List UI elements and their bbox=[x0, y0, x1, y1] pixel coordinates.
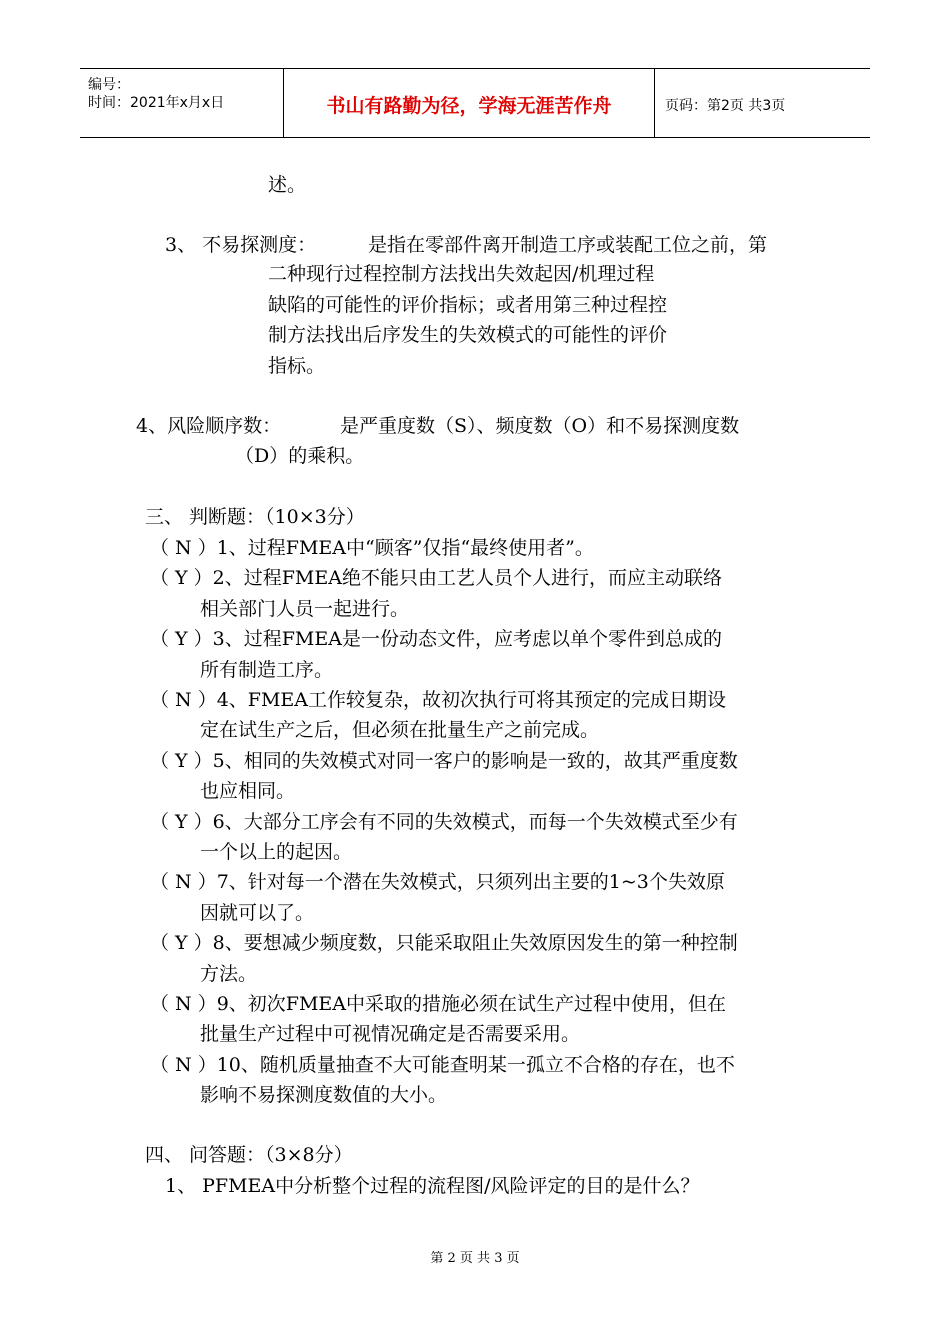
list-item: （ Y ）2、过程FMEA绝不能只由工艺人员个人进行，而应主动联络 bbox=[150, 567, 722, 589]
section-heading: 四、 问答题：（3×8分） bbox=[145, 1144, 353, 1166]
section-heading: 三、 判断题：（10×3分） bbox=[145, 506, 365, 528]
text-line: 是指在零部件离开制造工序或装配工位之前，第 bbox=[368, 234, 768, 256]
list-item: （ N ）10、随机质量抽查不大可能查明某一孤立不合格的存在，也不 bbox=[150, 1054, 735, 1076]
item-label: 3、 不易探测度： bbox=[165, 234, 317, 256]
list-item-continued: 因就可以了。 bbox=[200, 902, 315, 924]
motto: 书山有路勤为径，学海无涯苦作舟 bbox=[326, 95, 612, 117]
header-motto-cell bbox=[284, 69, 655, 137]
text-line: 二种现行过程控制方法找出失效起因/机理过程 bbox=[268, 263, 655, 285]
list-item: （ Y ）8、要想减少频度数，只能采取阻止失效原因发生的第一种控制 bbox=[150, 932, 738, 954]
list-item-continued: 相关部门人员一起进行。 bbox=[200, 598, 410, 620]
list-item-continued: 也应相同。 bbox=[200, 780, 296, 802]
list-item-continued: 影响不易探测度数值的大小。 bbox=[200, 1084, 448, 1106]
text-line: 述。 bbox=[268, 174, 307, 196]
list-item-continued: 定在试生产之后，但必须在批量生产之前完成。 bbox=[200, 719, 600, 741]
list-item: （ N ）7、针对每一个潜在失效模式，只须列出主要的1~3个失效原 bbox=[150, 871, 725, 893]
text-line: 是严重度数（S）、频度数（O）和不易探测度数 bbox=[340, 415, 740, 437]
list-item-continued: 方法。 bbox=[200, 963, 258, 985]
list-item-continued: 批量生产过程中可视情况确定是否需要采用。 bbox=[200, 1023, 581, 1045]
date-label: 时间：2021年x月x日 bbox=[88, 95, 225, 111]
text-line: 制方法找出后序发生的失效模式的可能性的评价 bbox=[268, 324, 668, 346]
text-line: 指标。 bbox=[268, 355, 326, 377]
list-item: （ Y ）5、相同的失效模式对同一客户的影响是一致的，故其严重度数 bbox=[150, 750, 738, 772]
list-item-continued: 一个以上的起因。 bbox=[200, 841, 353, 863]
question-item: 1、 PFMEA中分析整个过程的流程图/风险评定的目的是什么？ bbox=[165, 1175, 700, 1197]
list-item: （ N ）9、初次FMEA中采取的措施必须在试生产过程中使用，但在 bbox=[150, 993, 727, 1015]
header-table bbox=[80, 68, 870, 138]
serial-label: 编号： bbox=[88, 77, 130, 93]
header-left-cell bbox=[80, 69, 284, 137]
page-info: 页码：第2页 共3页 bbox=[665, 98, 786, 114]
list-item: （ Y ）3、过程FMEA是一份动态文件，应考虑以单个零件到总成的 bbox=[150, 628, 722, 650]
page-footer: 第 2 页 共 3 页 bbox=[430, 1251, 520, 1266]
header-right-cell bbox=[655, 69, 870, 137]
list-item: （ Y ）6、大部分工序会有不同的失效模式，而每一个失效模式至少有 bbox=[150, 811, 738, 833]
item-label: 4、风险顺序数： bbox=[136, 415, 282, 437]
list-item-continued: 所有制造工序。 bbox=[200, 659, 334, 681]
list-item: （ N ）1、过程FMEA中“顾客”仅指“最终使用者”。 bbox=[150, 537, 594, 559]
list-item: （ N ）4、FMEA工作较复杂，故初次执行可将其预定的完成日期设 bbox=[150, 689, 727, 711]
text-line: 缺陷的可能性的评价指标；或者用第三种过程控 bbox=[268, 294, 668, 316]
text-line: （D）的乘积。 bbox=[235, 445, 365, 467]
